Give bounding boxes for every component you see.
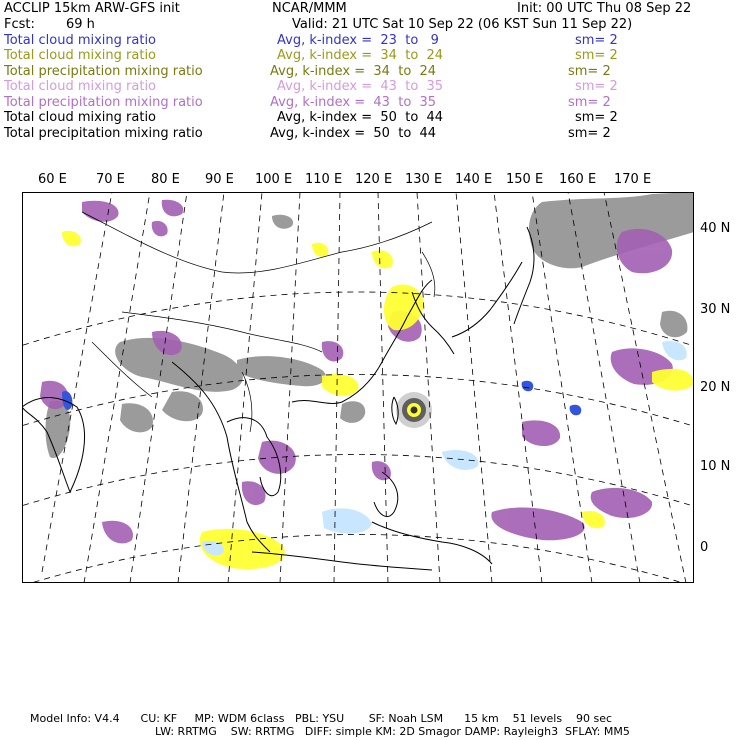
lon-label: 60 E bbox=[38, 172, 67, 187]
lon-label: 120 E bbox=[355, 172, 393, 187]
lat-label: 40 N bbox=[700, 221, 731, 236]
legend-sm-3: sm= 2 bbox=[568, 64, 611, 79]
forecast-hour: 69 h bbox=[66, 17, 95, 32]
lat-label: 30 N bbox=[700, 302, 731, 317]
legend-field-6: Total cloud mixing ratio bbox=[4, 110, 157, 125]
forecast-label: Fcst: bbox=[4, 17, 35, 32]
lon-label: 140 E bbox=[455, 172, 493, 187]
center-label: NCAR/MMM bbox=[272, 1, 347, 16]
lon-label: 150 E bbox=[506, 172, 544, 187]
legend-avg-4: Avg, k-index = 43 to 35 bbox=[277, 79, 444, 94]
legend-sm-6: sm= 2 bbox=[575, 110, 618, 125]
legend-field-4: Total cloud mixing ratio bbox=[4, 79, 157, 94]
valid-time: Valid: 21 UTC Sat 10 Sep 22 (06 KST Sun 11 Sep 22) bbox=[292, 17, 633, 32]
legend-sm-5: sm= 2 bbox=[568, 95, 611, 110]
lon-label: 80 E bbox=[151, 172, 180, 187]
lon-label: 90 E bbox=[205, 172, 234, 187]
lon-label: 130 E bbox=[405, 172, 443, 187]
legend-field-2: Total cloud mixing ratio bbox=[4, 48, 157, 63]
legend-avg-5: Avg, k-index = 43 to 35 bbox=[270, 95, 437, 110]
legend-avg-3: Avg, k-index = 34 to 24 bbox=[270, 64, 437, 79]
legend-avg-6: Avg, k-index = 50 to 44 bbox=[277, 110, 444, 125]
legend-field-1: Total cloud mixing ratio bbox=[4, 33, 157, 48]
lon-label: 110 E bbox=[305, 172, 343, 187]
model-info-line: Model Info: V4.4 CU: KF MP: WDM 6class PBL: YSU SF: Noah LSM 15 km 51 levels 90 sec bbox=[30, 712, 613, 725]
lon-label: 100 E bbox=[255, 172, 293, 187]
legend-sm-2: sm= 2 bbox=[575, 48, 618, 63]
legend-field-3: Total precipitation mixing ratio bbox=[4, 64, 203, 79]
legend-field-7: Total precipitation mixing ratio bbox=[4, 126, 203, 141]
lat-label: 0 bbox=[700, 540, 709, 555]
lon-label: 70 E bbox=[96, 172, 125, 187]
legend-sm-1: sm= 2 bbox=[575, 33, 618, 48]
physics-info-line: LW: RRTMG SW: RRTMG DIFF: simple KM: 2D Smagor DAMP: Rayleigh3 SFLAY: MM5 bbox=[155, 725, 630, 738]
lat-label: 10 N bbox=[700, 459, 731, 474]
lon-label: 170 E bbox=[614, 172, 652, 187]
lat-label: 20 N bbox=[700, 380, 731, 395]
legend-avg-7: Avg, k-index = 50 to 44 bbox=[270, 126, 437, 141]
legend-avg-2: Avg, k-index = 34 to 24 bbox=[277, 48, 444, 63]
lon-label: 160 E bbox=[559, 172, 597, 187]
legend-field-5: Total precipitation mixing ratio bbox=[4, 95, 203, 110]
typhoon-symbol bbox=[396, 392, 432, 428]
legend-sm-7: sm= 2 bbox=[568, 126, 611, 141]
map-title: ACCLIP 15km ARW-GFS init bbox=[4, 1, 180, 16]
legend-avg-1: Avg, k-index = 23 to 9 bbox=[277, 33, 439, 48]
map-panel bbox=[22, 192, 694, 583]
legend-sm-4: sm= 2 bbox=[575, 79, 618, 94]
init-time: Init: 00 UTC Thu 08 Sep 22 bbox=[517, 1, 692, 16]
